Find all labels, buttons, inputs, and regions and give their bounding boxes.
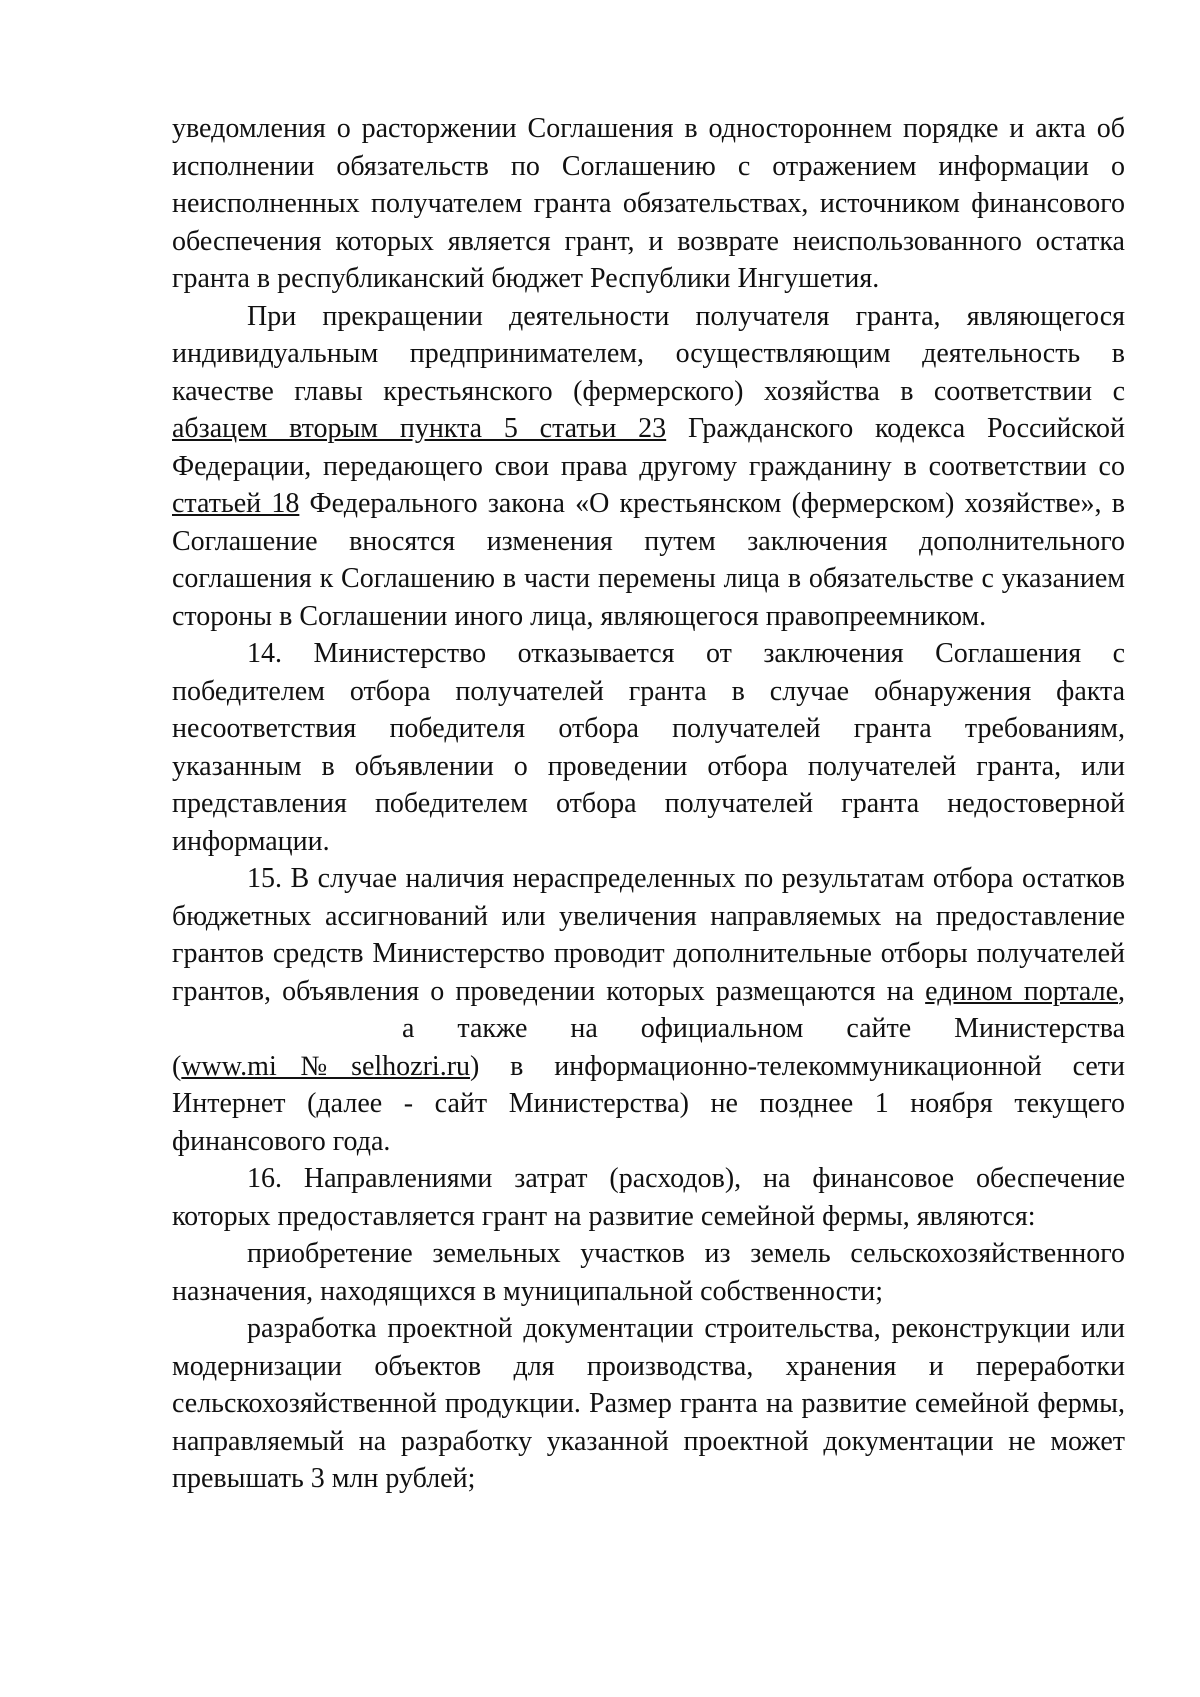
paragraph-item-16: 16. Направлениями затрат (расходов), на финансовое обеспечение которых предоставляется грант на развитие семейной фермы, являются: (172, 1163, 1125, 1232)
paragraph-item-14: 14. Министерство отказывается от заключения Соглашения с победителем отбора получателей гранта в случае обнаружения факта несоответствия победителя отбора получателей гранта требованиям, указанным в объявлении о проведении отбора получателей гранта, или представления победителем отбора получателей гранта недостоверной информации. (172, 638, 1125, 857)
paragraph-text: Гражданского кодекса Российской Федерации, передающего свои права другому гражданину в соответствии со (172, 413, 1125, 482)
paragraph-text: а также на официальном сайте Министерства ( (172, 1013, 1125, 1082)
paragraph-text: При прекращении деятельности получателя гранта, являющегося индивидуальным предпринимателем, осуществляющим деятельность в качестве главы крестьянского (фермерского) хозяйства в соответствии с (172, 300, 1125, 407)
paragraph-item-15 (172, 860, 1125, 1160)
document-page (172, 110, 1125, 1498)
paragraph-termination-of-activity (172, 298, 1125, 636)
link-federal-law-article-18[interactable]: статьей 18 (172, 488, 300, 519)
paragraph-text: , (1118, 975, 1126, 1007)
link-ministry-website[interactable]: www.mi№selhozri.ru (181, 1050, 471, 1082)
link-civil-code-article-23[interactable]: абзацем вторым пункта 5 статьи 23 (172, 413, 667, 444)
paragraph-land-acquisition: приобретение земельных участков из земель сельскохозяйственного назначения, находящихся в муниципальной собственности; (172, 1238, 1125, 1307)
paragraph-text: Федерального закона «О крестьянском (фермерском) хозяйстве», в Соглашение вносятся изменения путем заключения дополнительного соглашения к Соглашению в части перемены лица в обязательстве с указанием стороны в Соглашении иного лица, являющегося правопреемником. (172, 488, 1125, 632)
paragraph-project-documentation: разработка проектной документации строительства, реконструкции или модернизации объектов для производства, хранения и переработки сельскохозяйственной продукции. Размер гранта на развитие семейной фермы, направляемый на разработку указанной проектной документации не может превышать 3 млн рублей; (172, 1313, 1125, 1494)
link-unified-portal[interactable]: едином портале (925, 975, 1119, 1007)
paragraph-notice-termination: уведомления о расторжении Соглашения в одностороннем порядке и акта об исполнении обязательств по Соглашению с отражением информации о неисполненных получателем гранта обязательствах, источником финансового обеспечения которых является грант, и возврате неиспользованного остатка гранта в республиканский бюджет Республики Ингушетия. (172, 113, 1125, 294)
paragraph-text: ) в информационно-телекоммуникационной сети Интернет (далее - сайт Министерства) не позднее 1 ноября текущего финансового года. (172, 1050, 1126, 1157)
paragraph-text: 15. В случае наличия нераспределенных по результатам отбора остатков бюджетных ассигнований или увеличения направляемых на предоставление грантов средств Министерство проводит дополнительные отборы получателей грантов, объявления о проведении которых размещаются на (172, 863, 1125, 1007)
